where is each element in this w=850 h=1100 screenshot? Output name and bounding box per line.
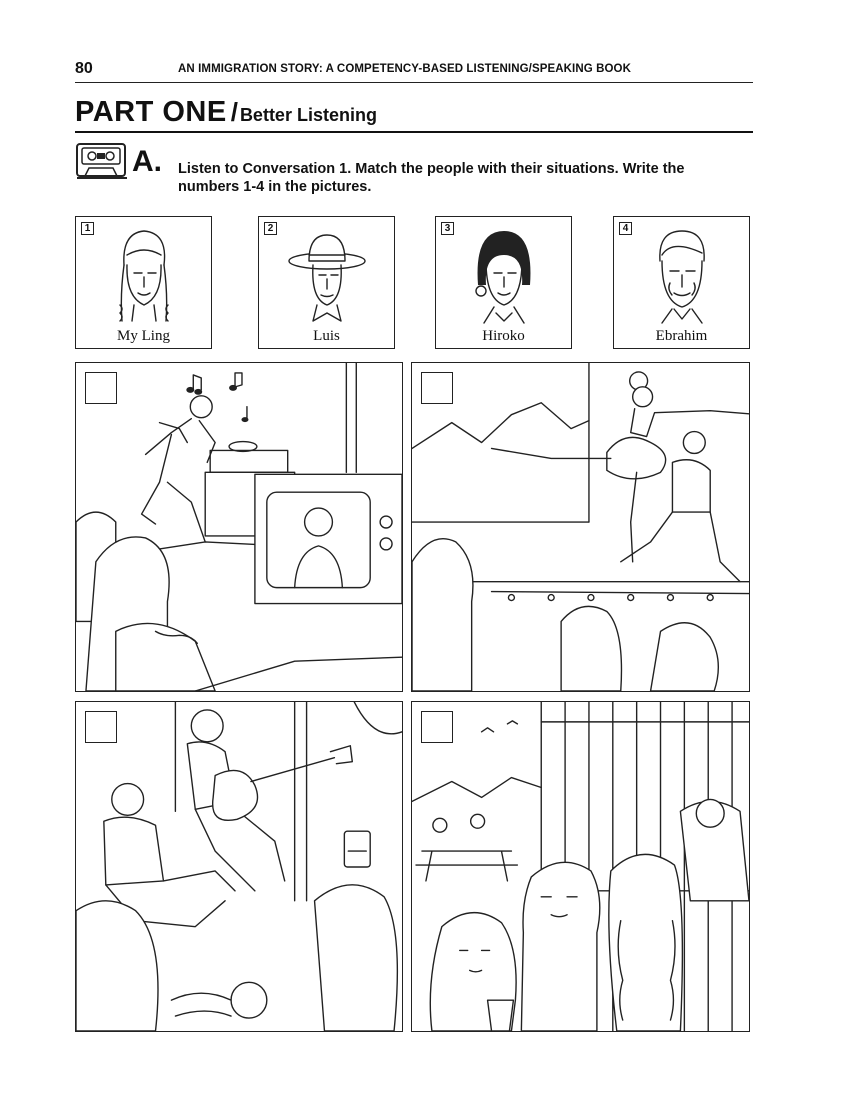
portrait-icon [454, 225, 554, 329]
person-number: 4 [619, 222, 632, 235]
book-title: AN IMMIGRATION STORY: A COMPETENCY-BASED LISTENING/SPEAKING BOOK [178, 63, 632, 75]
person-number: 3 [441, 222, 454, 235]
person-card-hiroko [435, 216, 572, 349]
part-rule [75, 131, 753, 133]
page-number: 80 [75, 60, 93, 77]
section-letter: A. [132, 145, 162, 178]
person-name: My Ling [117, 328, 170, 344]
portrait-icon [632, 225, 732, 329]
person-number: 2 [264, 222, 277, 235]
person-name: Ebrahim [655, 328, 708, 344]
scene-illustration [412, 363, 749, 691]
portrait-icon [277, 225, 377, 329]
portrait-icon [94, 225, 194, 329]
answer-box[interactable] [85, 711, 117, 743]
header-rule [75, 82, 753, 83]
person-name: Luis [313, 328, 340, 344]
part-title-main: PART ONE [75, 96, 227, 128]
part-title [75, 96, 377, 129]
page-header [75, 60, 753, 82]
answer-box[interactable] [421, 711, 453, 743]
scene-dancing-and-tv [75, 362, 403, 692]
person-card-luis [258, 216, 395, 349]
person-card-ebrahim [613, 216, 750, 349]
answer-box[interactable] [85, 372, 117, 404]
scene-zoo [411, 701, 750, 1032]
scene-illustration [412, 702, 749, 1031]
answer-box[interactable] [421, 372, 453, 404]
part-title-slash: / [230, 97, 238, 127]
scene-ballet [411, 362, 750, 692]
scene-illustration [76, 702, 402, 1031]
scene-guitar-party [75, 701, 403, 1032]
person-number: 1 [81, 222, 94, 235]
person-name: Hiroko [482, 328, 525, 344]
instructions: Listen to Conversation 1. Match the people with their situations. Write the numbers 1-4 in the pictures. [178, 161, 685, 195]
part-subtitle: Better Listening [239, 105, 377, 125]
scene-illustration [76, 363, 402, 691]
cassette-tape-icon [75, 142, 129, 180]
person-card-my-ling [75, 216, 212, 349]
